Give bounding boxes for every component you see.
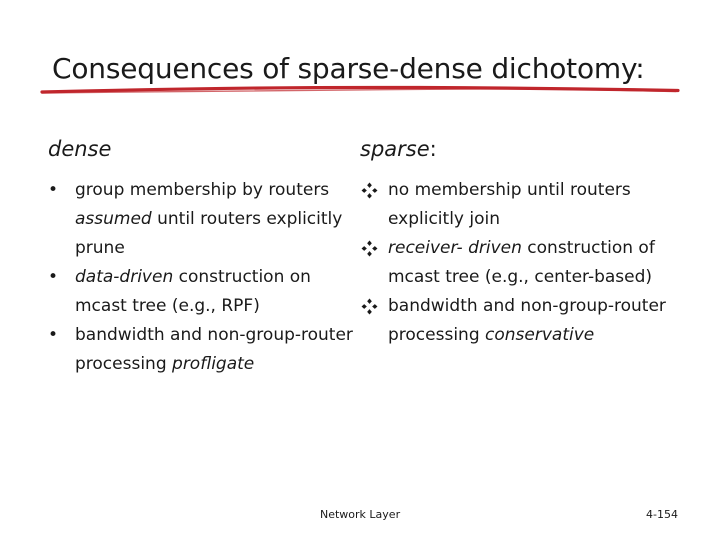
item-emphasis: conservative xyxy=(485,325,595,345)
dense-item xyxy=(48,263,368,321)
item-text: construction of mcast tree (e.g., center-based) xyxy=(388,238,655,287)
item-text: bandwidth and non-group-router processing xyxy=(388,296,666,345)
title-underline xyxy=(40,80,680,104)
sparse-heading-colon: : xyxy=(429,137,437,161)
sparse-heading-text: sparse xyxy=(360,137,430,161)
sparse-item xyxy=(360,176,690,234)
item-text: no membership until routers explicitly join xyxy=(388,180,631,229)
dense-column xyxy=(48,136,368,379)
item-text: bandwidth and non-group-router processing xyxy=(75,325,353,374)
dense-item xyxy=(48,176,368,263)
dense-heading: dense xyxy=(48,137,112,161)
sparse-item xyxy=(360,292,690,350)
bullet-dot: • xyxy=(48,180,59,200)
item-emphasis: assumed xyxy=(75,209,152,229)
page-number: 4-154 xyxy=(646,508,678,521)
diamond-bullet-icon xyxy=(361,182,378,199)
dense-item xyxy=(48,321,368,379)
sparse-column xyxy=(360,136,690,350)
bullet-dot: • xyxy=(48,267,59,287)
item-text: construction on mcast tree (e.g., RPF) xyxy=(75,267,311,316)
diamond-bullet-icon xyxy=(361,240,378,257)
item-text: until routers explicitly prune xyxy=(75,209,343,258)
item-emphasis: receiver- driven xyxy=(388,238,522,258)
item-emphasis: profligate xyxy=(172,354,255,374)
sparse-item xyxy=(360,234,690,292)
slide-title: Consequences of sparse-dense dichotomy: xyxy=(52,52,645,85)
item-text: group membership by routers xyxy=(75,180,330,200)
sparse-heading xyxy=(360,136,690,176)
item-emphasis: data-driven xyxy=(75,267,174,287)
bullet-dot: • xyxy=(48,325,59,345)
footer-label: Network Layer xyxy=(320,508,401,521)
diamond-bullet-icon xyxy=(361,298,378,315)
